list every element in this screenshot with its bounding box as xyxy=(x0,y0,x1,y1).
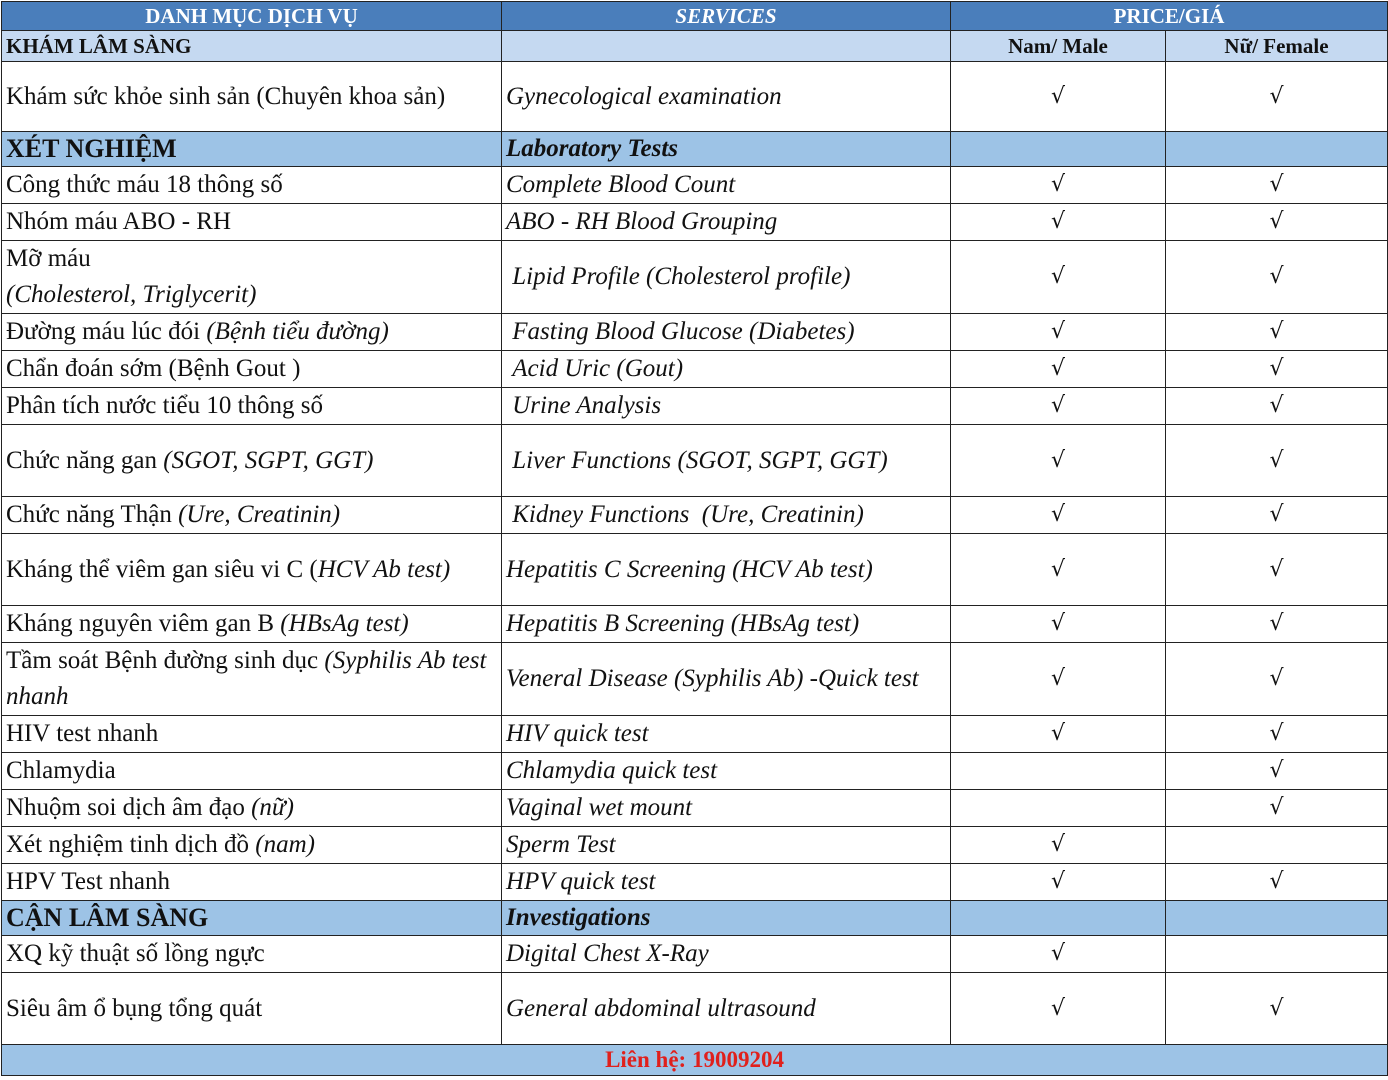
section-empty-cell xyxy=(1166,901,1388,936)
contact-hotline: Liên hệ: 19009204 xyxy=(2,1045,1388,1076)
section-title-en: Investigations xyxy=(502,901,951,936)
table-row xyxy=(2,827,1388,864)
table-row xyxy=(2,790,1388,827)
service-name-vi-note: (Ure, Creatinin) xyxy=(178,501,341,528)
female-check: √ xyxy=(1166,497,1388,534)
service-name-en: HIV quick test xyxy=(502,716,951,753)
service-name-vi xyxy=(2,62,502,132)
male-check: √ xyxy=(951,204,1166,241)
female-check xyxy=(1166,936,1388,973)
service-name-vi-text: Kháng nguyên viêm gan B xyxy=(6,610,281,637)
service-name-en: Acid Uric (Gout) xyxy=(502,351,951,388)
service-name-vi xyxy=(2,606,502,643)
table-row xyxy=(2,534,1388,606)
table-row xyxy=(2,425,1388,497)
service-name-en: Vaginal wet mount xyxy=(502,790,951,827)
service-name-vi xyxy=(2,753,502,790)
female-check: √ xyxy=(1166,351,1388,388)
section-empty-cell xyxy=(951,132,1166,167)
service-name-vi xyxy=(2,497,502,534)
table-row xyxy=(2,241,1388,314)
service-name-vi xyxy=(2,790,502,827)
service-name-vi xyxy=(2,314,502,351)
section-title-en xyxy=(502,31,951,62)
service-name-vi-note: (Bệnh tiểu đường) xyxy=(206,318,389,345)
service-name-vi-text: Nhuộm soi dịch âm đạo xyxy=(6,794,252,821)
service-name-vi xyxy=(2,167,502,204)
section-title-vi: KHÁM LÂM SÀNG xyxy=(2,31,502,62)
service-name-vi xyxy=(2,241,502,314)
table-row xyxy=(2,973,1388,1045)
service-name-en: Fasting Blood Glucose (Diabetes) xyxy=(502,314,951,351)
service-name-vi xyxy=(2,716,502,753)
female-check: √ xyxy=(1166,643,1388,716)
service-name-vi-text: Chẩn đoán sớm (Bệnh Gout ) xyxy=(6,355,301,382)
female-check: √ xyxy=(1166,753,1388,790)
male-check: √ xyxy=(951,936,1166,973)
service-name-vi-note: (Syphilis Ab test nhanh xyxy=(6,647,487,710)
header-female: Nữ/ Female xyxy=(1166,31,1388,62)
service-name-vi-text: HPV Test nhanh xyxy=(6,868,171,895)
female-check: √ xyxy=(1166,241,1388,314)
service-name-vi-text: Tầm soát Bệnh đường sinh dục xyxy=(6,647,325,674)
table-row xyxy=(2,314,1388,351)
header-vi-services: DANH MỤC DỊCH VỤ xyxy=(2,2,502,31)
service-name-en: General abdominal ultrasound xyxy=(502,973,951,1045)
table-row xyxy=(2,351,1388,388)
table-row xyxy=(2,753,1388,790)
table-row xyxy=(2,936,1388,973)
service-name-vi-text: Đường máu lúc đói xyxy=(6,318,207,345)
table-row xyxy=(2,167,1388,204)
male-check: √ xyxy=(951,716,1166,753)
service-name-en: Veneral Disease (Syphilis Ab) -Quick test xyxy=(502,643,951,716)
service-name-vi xyxy=(2,827,502,864)
header-male: Nam/ Male xyxy=(951,31,1166,62)
service-name-vi-note: (nữ) xyxy=(251,794,294,821)
female-check: √ xyxy=(1166,864,1388,901)
male-check: √ xyxy=(951,864,1166,901)
table-row xyxy=(2,716,1388,753)
female-check: √ xyxy=(1166,973,1388,1045)
service-name-vi-text: Mỡ máu xyxy=(6,245,91,272)
service-name-vi xyxy=(2,534,502,606)
male-check xyxy=(951,753,1166,790)
header-price: PRICE/GIÁ xyxy=(951,2,1388,31)
female-check: √ xyxy=(1166,425,1388,497)
service-name-en: Hepatitis B Screening (HBsAg test) xyxy=(502,606,951,643)
service-name-vi-text: Kháng thể viêm gan siêu vi C ( xyxy=(6,555,318,583)
male-check: √ xyxy=(951,827,1166,864)
section-title-en: Laboratory Tests xyxy=(502,132,951,167)
female-check: √ xyxy=(1166,314,1388,351)
male-check: √ xyxy=(951,606,1166,643)
table-row xyxy=(2,606,1388,643)
female-check: √ xyxy=(1166,716,1388,753)
service-name-en: Hepatitis C Screening (HCV Ab test) xyxy=(502,534,951,606)
service-name-en: Complete Blood Count xyxy=(502,167,951,204)
service-name-vi-text: Xét nghiệm tinh dịch đồ xyxy=(6,831,256,858)
service-name-vi xyxy=(2,936,502,973)
service-name-en: Digital Chest X-Ray xyxy=(502,936,951,973)
section-header xyxy=(2,901,1388,936)
service-name-en: HPV quick test xyxy=(502,864,951,901)
service-name-vi-note: (SGOT, SGPT, GGT) xyxy=(163,446,374,474)
table-row xyxy=(2,204,1388,241)
service-name-en: Gynecological examination xyxy=(502,62,951,132)
female-check: √ xyxy=(1166,606,1388,643)
male-check: √ xyxy=(951,167,1166,204)
table-row xyxy=(2,388,1388,425)
table-header-row xyxy=(2,2,1388,31)
service-name-vi-text: Siêu âm ổ bụng tổng quát xyxy=(6,994,263,1022)
service-name-vi-note: (HBsAg test) xyxy=(280,610,409,637)
service-name-vi xyxy=(2,864,502,901)
service-name-en: Chlamydia quick test xyxy=(502,753,951,790)
service-name-vi-text: Chức năng Thận xyxy=(6,501,179,528)
service-name-vi xyxy=(2,388,502,425)
service-price-table xyxy=(1,1,1388,1076)
male-check: √ xyxy=(951,425,1166,497)
service-name-vi-text: Chức năng gan xyxy=(6,446,164,474)
service-name-vi xyxy=(2,425,502,497)
female-check: √ xyxy=(1166,204,1388,241)
section-header-clinical xyxy=(2,31,1388,62)
service-name-en: Kidney Functions (Ure, Creatinin) xyxy=(502,497,951,534)
service-name-en: Sperm Test xyxy=(502,827,951,864)
male-check: √ xyxy=(951,351,1166,388)
table-row xyxy=(2,62,1388,132)
service-name-vi-text: Phân tích nước tiểu 10 thông số xyxy=(6,392,324,419)
service-name-vi-note: (nam) xyxy=(255,831,315,858)
male-check: √ xyxy=(951,241,1166,314)
female-check: √ xyxy=(1166,790,1388,827)
service-name-vi-note: (Cholesterol, Triglycerit) xyxy=(6,281,257,308)
service-name-vi-text: Khám sức khỏe sinh sản (Chuyên khoa sản) xyxy=(6,82,446,110)
service-name-vi-text: Chlamydia xyxy=(6,757,116,784)
service-name-vi-note: HCV Ab test) xyxy=(317,555,451,583)
section-title-vi: CẬN LÂM SÀNG xyxy=(2,901,502,936)
service-name-en: ABO - RH Blood Grouping xyxy=(502,204,951,241)
service-name-vi xyxy=(2,351,502,388)
service-name-vi-text: Công thức máu 18 thông số xyxy=(6,171,283,198)
service-name-vi xyxy=(2,204,502,241)
male-check: √ xyxy=(951,534,1166,606)
male-check: √ xyxy=(951,62,1166,132)
male-check: √ xyxy=(951,973,1166,1045)
service-name-en: Lipid Profile (Cholesterol profile) xyxy=(502,241,951,314)
section-empty-cell xyxy=(1166,132,1388,167)
male-check: √ xyxy=(951,314,1166,351)
female-check: √ xyxy=(1166,388,1388,425)
male-check xyxy=(951,790,1166,827)
service-name-en: Liver Functions (SGOT, SGPT, GGT) xyxy=(502,425,951,497)
footer-row xyxy=(2,1045,1388,1076)
service-name-vi xyxy=(2,643,502,716)
service-name-vi-text: Nhóm máu ABO - RH xyxy=(6,208,231,235)
header-en-services: SERVICES xyxy=(502,2,951,31)
table-row xyxy=(2,643,1388,716)
table-row xyxy=(2,497,1388,534)
male-check: √ xyxy=(951,497,1166,534)
section-header xyxy=(2,132,1388,167)
male-check: √ xyxy=(951,388,1166,425)
service-name-vi xyxy=(2,973,502,1045)
section-empty-cell xyxy=(951,901,1166,936)
table-row xyxy=(2,864,1388,901)
male-check: √ xyxy=(951,643,1166,716)
section-title-vi: XÉT NGHIỆM xyxy=(2,132,502,167)
service-name-en: Urine Analysis xyxy=(502,388,951,425)
female-check: √ xyxy=(1166,534,1388,606)
service-name-vi-text: HIV test nhanh xyxy=(6,720,159,747)
female-check: √ xyxy=(1166,62,1388,132)
female-check: √ xyxy=(1166,167,1388,204)
female-check xyxy=(1166,827,1388,864)
service-name-vi-text: XQ kỹ thuật số lồng ngực xyxy=(6,940,265,967)
